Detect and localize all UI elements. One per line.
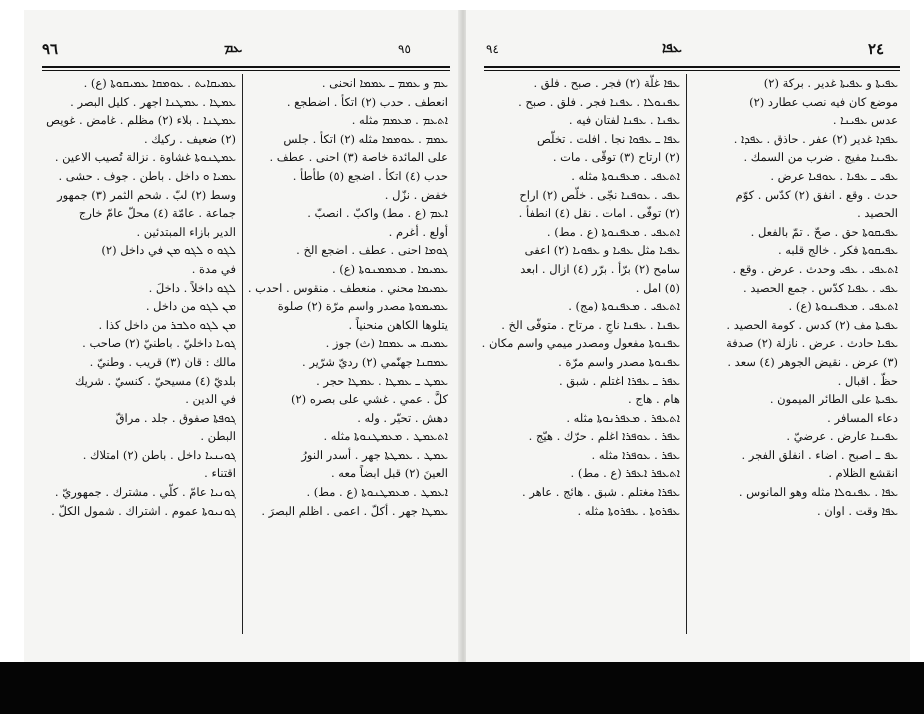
- entry-line: العينَ (٢) قبل ابضاً معه .: [331, 466, 448, 481]
- entry-line: ܥܦܕܐ غدير (٢) عفر . حاذق . ܥܦܕܐ .: [733, 131, 898, 146]
- entry-line: خفض . نزّل .: [384, 187, 448, 202]
- right-page-column-inner: [482, 74, 680, 520]
- entry-line: ܥܦܝܬܐ و ܥܦܝܬܐ غدير . بركة (٢): [763, 76, 898, 90]
- entry-line: (٢) ضعيف . ركيك .: [144, 131, 236, 146]
- entry-line: (٢) ارتاح (٣) توقّى . مات .: [552, 150, 680, 165]
- entry-line: (٢) توفّى . امات . نقل (٤) انطفأ .: [518, 206, 680, 221]
- left-header-rule: [42, 66, 450, 68]
- entry-line: في مدة .: [191, 261, 236, 276]
- entry-line: انعطف . حدب (٢) اتكأ . اضطجع .: [286, 94, 448, 109]
- entry-line: ܥܦܝܩܘܬܐ فكر . خالج قلبه .: [777, 243, 898, 258]
- entry-line: ܐܥܡܛ . ܡܥܡܛܢܘܬܐ (ع . مط) .: [306, 485, 448, 500]
- entry-line: ܥܦܝܐ مثل ܥܦܝܐ و ܥܦܘܝܐ (٢) اعفى: [524, 243, 680, 258]
- right-page-signature: ٢٤: [868, 40, 885, 58]
- entry-line: ܐܬܥܦܝ . ܡܥܦܝܢܘܬܐ (ع) .: [788, 299, 898, 314]
- right-page-heading: ܥܦܐ: [662, 40, 682, 56]
- left-page: [24, 10, 460, 662]
- entry-line: جماعة . عامّة (٤) محلّ عامّ خارج: [78, 206, 236, 221]
- entry-line: عدس ܥܦܝܢܐ .: [832, 113, 898, 128]
- entry-line: ܥܦܪܐ مغتلم . شبق . هائج . عاهر .: [522, 485, 680, 500]
- entry-line: مالك : قان (٣) قريب . وطنيّ .: [89, 354, 236, 369]
- entry-line: ܥܦܐ . ܥܦܢܘܠܐ مثله وهو المانوس .: [738, 485, 898, 500]
- entry-line: ܥܦܪ . ܥܘܦܪܐ اغلم . حرّك . هيّج .: [528, 429, 680, 444]
- entry-line: ܥܡܩܢܐ جهنّمي (٢) رديّ شرّير .: [302, 354, 448, 369]
- entry-line: ܠܓܘ ܘ ܠܓܘ ܡܢ في داخل (٢): [101, 243, 236, 258]
- entry-line: ܐܬܥܦܝ . ܥܦܝ وحدث . عرض . وقع .: [732, 261, 898, 276]
- entry-line: ܥܡܛܢܐ . بلاء (٢) مظلم . غامض . غويص: [46, 113, 236, 128]
- entry-line: حدث . وقع . انفق (٢) كدّس . كوّم: [735, 187, 898, 202]
- entry-line: حدب (٤) اتكأ . اضجع (٥) طأطأ .: [292, 168, 448, 183]
- entry-line: ܥܦܐ ـ ܥܦܘܐ نجا . افلت . تخلّص: [536, 131, 680, 146]
- entry-line: ܥܦܪ . ܥܘܦܪܐ مثله .: [591, 447, 680, 462]
- entry-line: كلَّ . عمي . غشي على بصره (٢): [290, 392, 448, 407]
- left-page-column-outer: [40, 74, 236, 520]
- entry-line: ܥܦܐ غلَّة (٢) فجر . صبح . فلق .: [533, 76, 680, 90]
- scan-bottom-shadow: [0, 662, 924, 714]
- entry-line: في الدين .: [185, 392, 236, 407]
- right-header-rule-thin: [484, 70, 900, 71]
- left-page-heading: ܥܡ: [224, 40, 243, 56]
- entry-line: ܥܡܛ ـ ܥܡܛܐ . ܥܡܛܐ حجر .: [316, 373, 448, 388]
- entry-line: ܓܘܝܢܝܐ داخل . باطن (٢) امتلاك .: [82, 447, 236, 462]
- entry-line: الدير بازاء المبتدئين .: [136, 224, 236, 239]
- left-column-separator: [242, 74, 243, 634]
- entry-line: ܥܡܛܐ . ܥܡܛܢܐ اجهر . كليل البصر .: [70, 94, 236, 109]
- entry-line: انقشع الظلام .: [828, 466, 898, 481]
- entry-line: ܥܡܛܢܘܬܐ غشاوة . نزالة تُصيب الاعين .: [54, 150, 236, 165]
- left-page-column-inner: [248, 74, 448, 520]
- entry-line: ܐܬܥܦܪ . ܡܥܦܪܢܘܬܐ مثله .: [566, 410, 680, 425]
- entry-line: أولع . أغرم .: [388, 224, 448, 239]
- entry-line: ܥܡܝܐ ܘ داخل . باطن . جوف . حشى .: [58, 168, 236, 183]
- left-header-rule-thin: [42, 70, 450, 71]
- entry-line: ܥܦܝ . ܥܘܦܢܐ نجّى . خلّص (٢) اراح: [519, 187, 680, 202]
- entry-line: ܡܢ ܠܓܘ من داخل .: [145, 299, 236, 314]
- entry-line: ܥܦܢܐ . ܥܦܢܐ لفتان فيه .: [568, 113, 680, 128]
- right-page-column-outer: [692, 74, 898, 520]
- entry-line: ܥܦܢܐ . ܥܦܢܐ ناجٍ . مرتاح . متوفّى الخ .: [501, 317, 680, 332]
- entry-line: ܓܘܡܐ احنى . عطف . اضجع الخ .: [296, 243, 448, 258]
- entry-line: بلديّ (٤) مسيحيّ . كنسيّ . شريك: [74, 373, 236, 388]
- entry-line: ܓܘܝܐ داخليّ . باطنيّ (٢) صاحب .: [82, 336, 236, 351]
- entry-line: ܥܦܝܢܐ مفيج . ضرب من السمك .: [743, 150, 898, 165]
- entry-line: ܐܬܥܡ . ܡܥܡܡ مثله .: [351, 113, 448, 128]
- entry-line: (٥) امل .: [635, 280, 680, 295]
- right-header-rule: [484, 66, 900, 68]
- left-page-number: ٩٥: [398, 42, 411, 56]
- entry-line: على المائدة خاصة (٣) احنى . عطف .: [269, 150, 448, 165]
- entry-line: ܥܦܐ وقت . اوان .: [816, 503, 898, 518]
- left-page-header: [24, 40, 460, 64]
- entry-line: ܥܦ ـ اصبح . اضاء . انفلق الفجر .: [741, 447, 898, 462]
- entry-line: ܐܬܥܡܛ . ܡܥܡܛܢܘܬܐ مثله .: [323, 429, 448, 444]
- entry-line: يتلوها الكاهن منحنياً .: [348, 317, 448, 332]
- entry-line: دهش . تحيّر . وله .: [357, 410, 448, 425]
- entry-line: ܓܘܦܬܐ صفوق . جلد . مراقّ: [115, 410, 236, 425]
- entry-line: ܥܡܝܩ ܚ ܥܡܩܐ (ث) جوز .: [325, 336, 448, 351]
- entry-line: الحصيد .: [857, 206, 898, 221]
- entry-line: ܐܬܥܦܪ ܐܥܦܪ (ع . مط) .: [570, 466, 680, 481]
- entry-line: ܥܦܝܬܐ مف (٢) كدس . كومة الحصيد .: [726, 317, 898, 332]
- left-page-signature: ٩٦: [42, 40, 59, 58]
- entry-line: ܥܡܝܩܐܝܬ . ܥܘܡܩܐ ܥܡܝܩܘܬܐ (ع) .: [83, 76, 236, 90]
- entry-line: ܥܦܝ . ܥܦܝܐ كدّس . جمع الحصيد .: [743, 280, 898, 295]
- entry-line: ܥܡܛ . ܥܡܛܬܐ جهر . أسدر النورُ: [301, 447, 448, 462]
- entry-line: ܥܦܝܬܐ على الطائر الميمون .: [769, 392, 898, 407]
- right-column-separator: [686, 74, 687, 634]
- entry-line: ܐܬܥܦܝ . ܡܥܦܢܘܬܐ (مج) .: [568, 299, 680, 314]
- right-page-number: ٩٤: [486, 42, 499, 56]
- entry-line: ܐܬܥܦܝ . ܡܥܦܢܘܬܐ مثله .: [571, 168, 680, 183]
- right-page-header: [466, 40, 910, 64]
- entry-line: هام . هاج .: [628, 392, 680, 407]
- entry-line: ܓܘܢܝܐ عامّ . كلّي . مشترك . جمهوريّ .: [54, 485, 236, 500]
- entry-line: دعاء المسافر .: [827, 410, 898, 425]
- entry-line: ܡܢ ܠܓܘ ܘܠܒܪ من داخل كذا .: [98, 317, 236, 332]
- entry-line: ܥܡܝܡܐ محني . منعطف . منقوس . احدب .: [248, 280, 448, 295]
- entry-line: ܐܥܡ (ع . مط) واكبّ . انصبّ .: [307, 206, 448, 221]
- entry-line: ܥܦܢܘܬܐ مصدر واسم مرّة .: [558, 354, 680, 369]
- entry-line: البطن .: [200, 429, 236, 444]
- entry-line: حظّ . اقبال .: [837, 373, 898, 388]
- entry-line: ܥܦܝܢܐ عارض . عرضيّ .: [786, 429, 898, 444]
- entry-line: ܥܦܢܘܬܐ مفعول ومصدر ميمي واسم مكان .: [482, 336, 680, 351]
- entry-line: موضع كان فيه نصب عطارد (٢): [749, 94, 898, 109]
- entry-line: ܥܡܝܡܘܬܐ مصدر واسم مرّة (٢) صلوة: [277, 299, 448, 314]
- entry-line: سامح (٢) برّأ . برّر (٤) ازال . ابعد: [520, 261, 680, 276]
- entry-line: ܥܡ و ܥܡܡ ـ ܥܡܡܐ انحنى .: [321, 76, 448, 90]
- entry-line: ܥܦܝܩܘܬܐ حق . صحّ . تمّ بالفعل .: [750, 224, 898, 239]
- entry-line: ܠܓܘ داخلاً . داخلَ .: [148, 280, 236, 295]
- entry-line: ܥܡܡ . ܥܘܡܡܐ مثله (٢) اتكأ . جلس: [283, 131, 448, 146]
- entry-line: ܐܬܥܦܝ . ܡܥܦܢܘܬܐ (ع . مط) .: [546, 224, 680, 239]
- entry-line: ܥܡܝܡܐ . ܡܥܡܡܢܘܬܐ (ع) .: [331, 261, 448, 276]
- entry-line: ܥܦܝܐ حادث . عرض . نازلة (٢) صدفة: [726, 336, 898, 351]
- entry-line: ܥܦܪ ـ ܥܦܪܐ اغتلم . شبق .: [558, 373, 680, 388]
- entry-line: ܓܘܢܝܘܬܐ عموم . اشتراك . شمول الكلّ .: [51, 503, 236, 518]
- entry-line: (٣) عرض . نقيض الجوهر (٤) سعد .: [727, 354, 898, 369]
- right-page: [466, 10, 910, 662]
- entry-line: اقتناء .: [204, 466, 236, 481]
- entry-line: ܥܡܛܐ جهر . أكلّ . اعمى . اظلم البصرَ .: [261, 503, 448, 518]
- entry-line: وسط (٢) لبّ . شحم الثمر (٣) جمهور: [57, 187, 236, 202]
- entry-line: ܥܦܢܘܠܐ . ܥܦܢܐ فجر . فلق . صبح .: [518, 94, 680, 109]
- entry-line: ܥܦܝ ـ ܥܦܝܐ . ܥܘܦܝܐ عرض .: [770, 168, 898, 183]
- entry-line: ܥܦܪܘܬܐ . ܥܦܪܘܬܐ مثله .: [577, 503, 680, 518]
